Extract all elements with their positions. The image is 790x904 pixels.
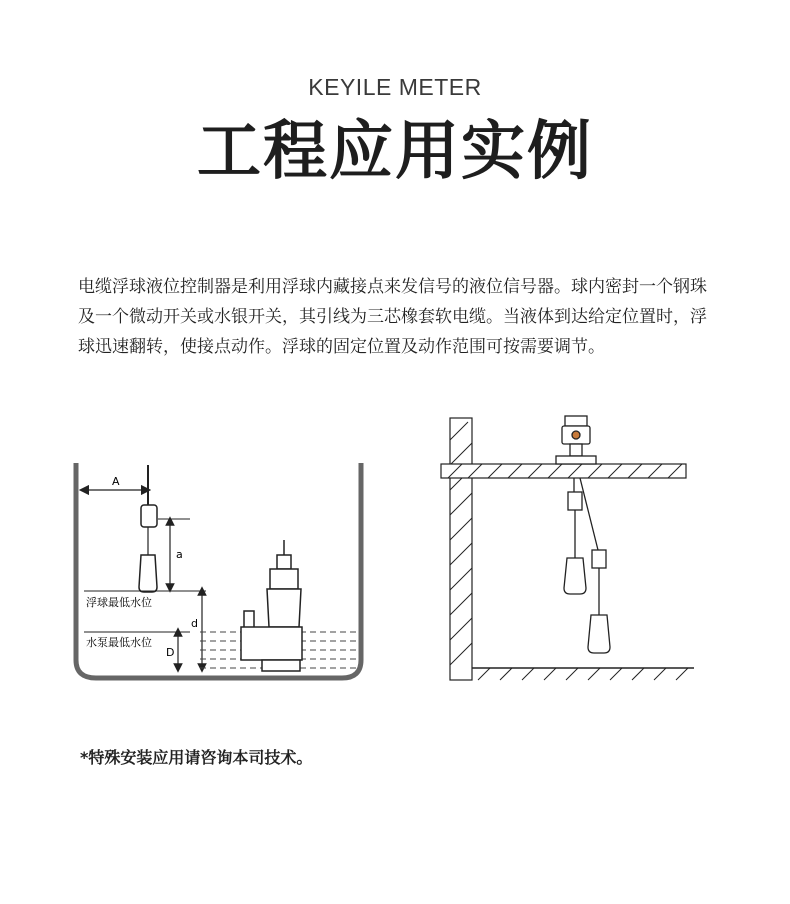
dimension-A-label: A xyxy=(112,475,120,488)
ceiling-slab xyxy=(441,464,686,478)
dimension-a-label: a xyxy=(176,548,183,561)
intro-paragraph: 电缆浮球液位控制器是利用浮球内藏接点来发信号的液位信号器。球内密封一个钢珠及一个微动开关或水银开关，其引线为三芯橡套软电缆。当液体到达给定位置时，浮球迅速翻转，使接点动作。浮球的固定位置及动作范围可按需要调节。 xyxy=(78,277,707,357)
float-ball-1 xyxy=(564,558,586,594)
ceiling-mount-diagram xyxy=(438,410,700,690)
page-title: 工程应用实例 xyxy=(197,115,593,189)
dimension-d-label: d xyxy=(191,617,198,630)
tank-installation-diagram xyxy=(70,455,370,690)
float-ball-2 xyxy=(588,615,610,653)
brand-name: KEYILE METER xyxy=(308,74,482,100)
float-min-level-label: 浮球最低水位 xyxy=(86,596,152,609)
cable-weight-2 xyxy=(592,550,606,568)
cable-weight-1 xyxy=(568,492,582,510)
left-wall xyxy=(450,418,472,680)
float-ball xyxy=(139,555,157,592)
pump-min-level-label: 水泵最低水位 xyxy=(86,636,152,649)
cable-weight xyxy=(141,505,157,527)
submersible-pump xyxy=(241,540,302,671)
dimension-D-label: D xyxy=(166,646,175,659)
mounting-head xyxy=(556,416,596,464)
footer-note: *特殊安装应用请咨询本司技术。 xyxy=(80,748,313,767)
